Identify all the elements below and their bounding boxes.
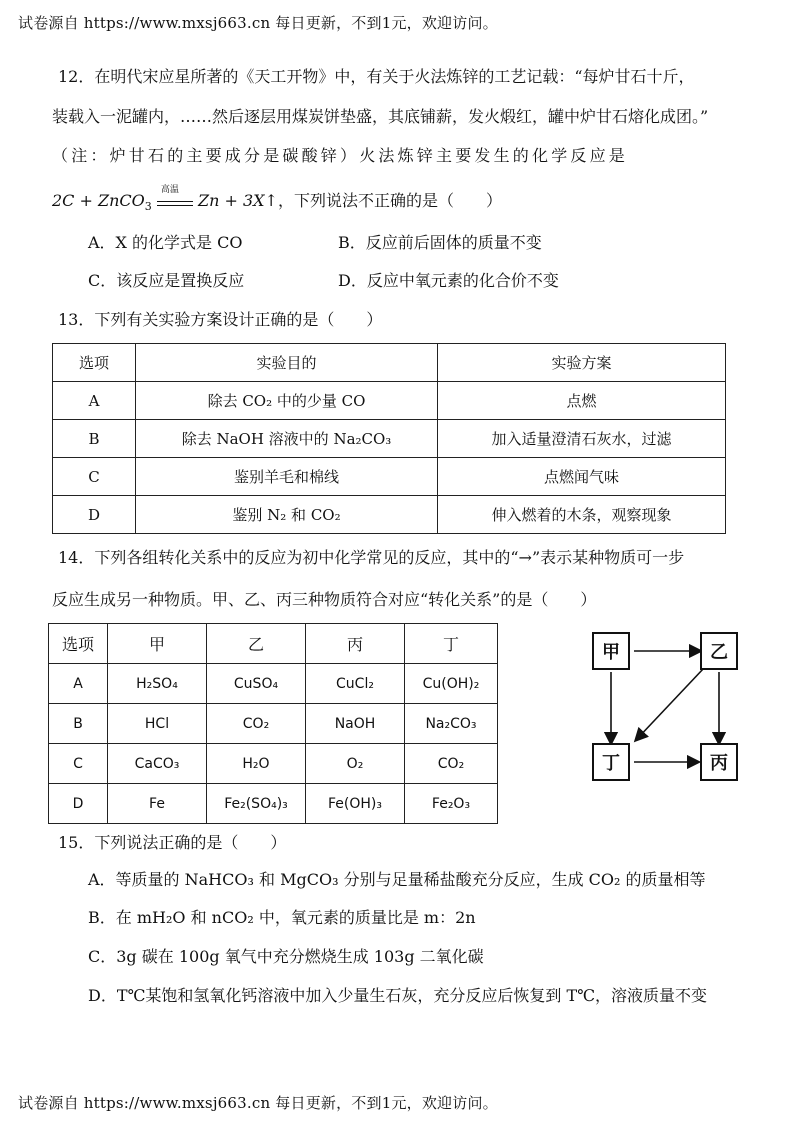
- table-cell: 加入适量澄清石灰水，过滤: [438, 420, 726, 458]
- table-row: [49, 784, 498, 824]
- table-header-cell: 实验方案: [438, 344, 726, 382]
- table-header-cell: 甲: [108, 624, 207, 664]
- table-cell: C: [53, 458, 136, 496]
- table-cell: 除去 CO₂ 中的少量 CO: [136, 382, 438, 420]
- table-cell: CO₂: [207, 704, 306, 744]
- table-cell: CO₂: [405, 744, 498, 784]
- table-cell: 点燃闻气味: [438, 458, 726, 496]
- equation-double-bar: [157, 201, 193, 206]
- table-cell: A: [49, 664, 108, 704]
- arrow-yi-to-ding: [636, 668, 704, 740]
- q12-stem-line1: 12．在明代宋应星所著的《天工开物》中，有关于火法炼锌的工艺记载：“每炉甘石十斤，: [58, 67, 695, 86]
- q12-option-c: C．该反应是置换反应: [88, 271, 245, 290]
- table-cell: D: [53, 496, 136, 534]
- table-cell: 伸入燃着的木条，观察现象: [438, 496, 726, 534]
- page-footer-source: 试卷源自 https://www.mxsj663.cn 每日更新，不到1元，欢迎访问。: [18, 1094, 498, 1112]
- table-header-cell: 丁: [405, 624, 498, 664]
- q12-stem-line3: （注：炉甘石的主要成分是碳酸锌）火法炼锌主要发生的化学反应是: [52, 146, 629, 165]
- table-cell: H₂O: [207, 744, 306, 784]
- table-header-cell: 乙: [207, 624, 306, 664]
- table-cell: 除去 NaOH 溶液中的 Na₂CO₃: [136, 420, 438, 458]
- table-header-cell: 丙: [306, 624, 405, 664]
- table-cell: Fe₂O₃: [405, 784, 498, 824]
- diagram-node-yi: 乙: [700, 632, 738, 670]
- table-header-row: [49, 624, 498, 664]
- q13-table: [52, 343, 726, 534]
- q14-stem-line1: 14．下列各组转化关系中的反应为初中化学常见的反应，其中的“→”表示某种物质可一步: [58, 548, 685, 567]
- table-cell: CuSO₄: [207, 664, 306, 704]
- table-cell: D: [49, 784, 108, 824]
- q15-option-a: A．等质量的 NaHCO₃ 和 MgCO₃ 分别与足量稀盐酸充分反应，生成 CO₂ 的质量相等: [88, 870, 706, 889]
- table-header-cell: 实验目的: [136, 344, 438, 382]
- table-cell: O₂: [306, 744, 405, 784]
- table-cell: B: [53, 420, 136, 458]
- table-cell: NaOH: [306, 704, 405, 744]
- q12-equation-line: [52, 185, 502, 218]
- q15-option-d: D．T℃某饱和氢氧化钙溶液中加入少量生石灰，充分反应后恢复到 T℃，溶液质量不变: [88, 986, 708, 1005]
- q12-option-d: D．反应中氧元素的化合价不变: [338, 271, 559, 290]
- equation-lhs: 2C + ZnCO: [52, 191, 145, 210]
- q15-option-c: C．3g 碳在 100g 氧气中充分燃烧生成 103g 二氧化碳: [88, 947, 484, 966]
- table-cell: A: [53, 382, 136, 420]
- table-cell: Fe₂(SO₄)₃: [207, 784, 306, 824]
- table-row: [53, 420, 726, 458]
- equation-equals-high-temp: [157, 185, 193, 206]
- table-header-cell: 选项: [49, 624, 108, 664]
- equation-condition: 高温: [160, 185, 179, 195]
- table-cell: H₂SO₄: [108, 664, 207, 704]
- table-row: [49, 704, 498, 744]
- table-cell: HCl: [108, 704, 207, 744]
- table-cell: Cu(OH)₂: [405, 664, 498, 704]
- table-cell: Na₂CO₃: [405, 704, 498, 744]
- q12-stem-tail: ，下列说法不正确的是（ ）: [277, 191, 502, 210]
- table-row: [53, 382, 726, 420]
- diagram-node-jia: 甲: [592, 632, 630, 670]
- table-cell: B: [49, 704, 108, 744]
- table-cell: C: [49, 744, 108, 784]
- equation-rhs: Zn + 3X↑: [197, 191, 278, 210]
- q12-option-b: B．反应前后固体的质量不变: [338, 233, 542, 252]
- diagram-node-bing: 丙: [700, 743, 738, 781]
- q15-option-b: B．在 mH₂O 和 nCO₂ 中，氧元素的质量比是 m：2n: [88, 908, 476, 927]
- table-cell: 鉴别羊毛和棉线: [136, 458, 438, 496]
- table-cell: 点燃: [438, 382, 726, 420]
- table-cell: Fe: [108, 784, 207, 824]
- table-cell: CuCl₂: [306, 664, 405, 704]
- q12-stem-line2: 装载入一泥罐内，……然后逐层用煤炭饼垫盛，其底铺薪，发火煅红，罐中炉甘石熔化成团。”: [52, 107, 709, 126]
- q12-option-a: A．X 的化学式是 CO: [88, 233, 243, 252]
- diagram-node-ding: 丁: [592, 743, 630, 781]
- page-header-source: 试卷源自 https://www.mxsj663.cn 每日更新，不到1元，欢迎访问。: [18, 14, 498, 32]
- equation-lhs-subscript: 3: [144, 200, 152, 214]
- table-row: [53, 458, 726, 496]
- table-header-row: [53, 344, 726, 382]
- table-header-cell: 选项: [53, 344, 136, 382]
- table-row: [49, 744, 498, 784]
- table-cell: CaCO₃: [108, 744, 207, 784]
- table-row: [49, 664, 498, 704]
- table-cell: Fe(OH)₃: [306, 784, 405, 824]
- q14-transformation-diagram: [588, 630, 758, 790]
- q15-stem: 15．下列说法正确的是（ ）: [58, 833, 287, 852]
- table-cell: 鉴别 N₂ 和 CO₂: [136, 496, 438, 534]
- table-row: [53, 496, 726, 534]
- q14-table: [48, 623, 498, 824]
- q13-stem: 13．下列有关实验方案设计正确的是（ ）: [58, 310, 383, 329]
- q14-stem-line2: 反应生成另一种物质。甲、乙、丙三种物质符合对应“转化关系”的是（ ）: [52, 590, 597, 609]
